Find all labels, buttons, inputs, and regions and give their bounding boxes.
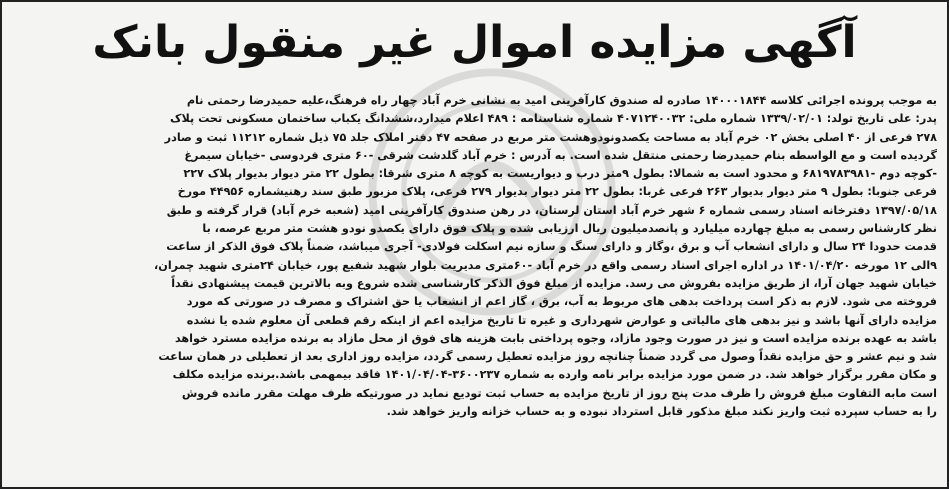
body-line: فروخته می شود. لازم به ذکر است پرداخت بدهی های مربوط به آب، برق ، گاز اعم از انشعاب یا حق اشتراک و مصرف در صورتی که مورد bbox=[186, 295, 937, 309]
notice-title: آگهی مزایده اموال غیر منقول بانک bbox=[92, 17, 857, 68]
body-line: ۲۷۸ فرعی از ۴۰ اصلی بخش ۰۲ خرم آباد به مساحت یکصدونودوهشت متر مربع در صفحه ۴۷ دفتر املاک جلد ۷۵ ذیل شماره ۱۱۲۱۲ ثبت و صادر bbox=[164, 130, 937, 144]
body-line: به موجب پرونده اجرائی کلاسه ۱۴۰۰۰۱۸۴۴ صادره له صندوق کارآفرینی امید به نشانی خرم آباد چهار راه فرهنگ،علیه حمیدرضا رحمتی نام bbox=[186, 94, 937, 107]
body-line: گردیده است و مع الواسطه بنام حمیدرضا رحمتی منتقل شده است. به آدرس : خرم آباد گلدشت شرقی -۶۰ متری فردوسی -خیابان سیمرغ bbox=[184, 148, 937, 162]
body-line: خیابان شهید جهان آرا، از طریق مزایده بفروش می رسد. مزایده از مبلغ فوق الذکر کارشناسی شده شروع وبه بالاترین قیمت پیشنهادی نقداً bbox=[171, 276, 937, 290]
body-line: ۱۳۹۷/۰۵/۱۸ دفترخانه اسناد رسمی شماره ۶ شهر خرم آباد استان لرستان، در رهن صندوق کارآفرینی امید (شعبه خرم آباد) قرار گرفته و طبق bbox=[166, 203, 937, 217]
body-line: را به حساب سپرده ثبت واریز نکند مبلغ مذکور قابل استرداد نبوده و به حساب خزانه واریز خواهد شد. bbox=[386, 405, 937, 419]
body-line: -کوچه دوم -۶۸۱۹۷۸۳۹۸۱ و محدود است به شمالا: بطول ۹متر درب و دیواریست به کوچه ۸ متری شرقا: بطول ۲۲ متر دیوار بدیوار پلاک ۲۲۷ bbox=[183, 167, 937, 181]
body-line: پدر: علی تاریخ تولد: ۱۳۳۹/۰۲/۰۱ شماره ملی: ۴۰۷۱۲۴۰۰۳۲ شماره شناسنامه : ۴۸۹ اعلام میدارد،ششدانگ یکباب ساختمان مسکونی تحت پلاک bbox=[170, 112, 937, 126]
body-line: نظر کارشناس رسمی به مبلغ چهارده میلیارد و پانصدمیلیون ریال ارزیابی شده و پلاک فوق دارای یکصدو نودو هشت متر مربع عرصه، با bbox=[202, 222, 937, 236]
body-line: است مابه التفاوت مبلغ فروش را ظرف مدت پنج روز از تاریخ مزایده به حساب ثبت تودیع نماید در صورتیکه ظرف مهلت مقرر مانده فروش bbox=[181, 386, 937, 400]
body-line: شد و نیم عشر و حق مزایده نقداً وصول می گردد ضمناً چنانچه روز مزایده تعطیل رسمی گردد، مزایده روز اداری بعد از تعطیلی در همان ساعت bbox=[158, 350, 937, 364]
body-line: باشد به عهده برنده مزایده است و نیز در صورت وجود مازاد، وجوه پرداختی بابت هزینه های فوق از محل مازاد به برنده مزایده مسترد خواهد bbox=[174, 331, 937, 345]
body-line: ۹الی ۱۲ مورخه ۱۴۰۱/۰۴/۲۰ در اداره اجرای اسناد رسمی واقع در خرم آباد -۶۰متری مدیریت بلوار شهید شفیع پور، خیابان ۲۴متری شهید چمران، bbox=[154, 258, 937, 272]
body-line: و مکان مقرر برگزار خواهد شد. در ضمن مورد مزایده برابر نامه وارده به شماره ۳۶۰۰۲۳۷-۱۴۰۱/۰۴/۰۴ فاقد بیمهمی باشد.برنده مزایده مکلف bbox=[172, 368, 937, 382]
body-line: قدمت حدودا ۲۴ سال و دارای انشعاب آب و برق ،وگاز و دارای سنگ و سازه نیم اسکلت فولادی- آجری میباشد، ضمناً پلاک فوق الذکر از ساعت bbox=[166, 240, 937, 254]
body-line: فرعی جنوبا: بطول ۹ متر دیوار بدیوار ۲۶۳ فرعی غربا: بطول ۲۲ متر دیوار بدیوار ۲۷۹ فرعی، پلاک مزبور طبق سند رهنیشماره ۴۴۹۵۶ مورخ bbox=[177, 185, 937, 199]
notice-body bbox=[12, 92, 937, 421]
body-line: مزایده دارای آنها باشد و نیز بدهی های مالیاتی و عوارض شهرداری و غیره تا تاریخ مزایده اعم از اینکه رقم قطعی آن معلوم شده یا نشده bbox=[186, 313, 937, 327]
